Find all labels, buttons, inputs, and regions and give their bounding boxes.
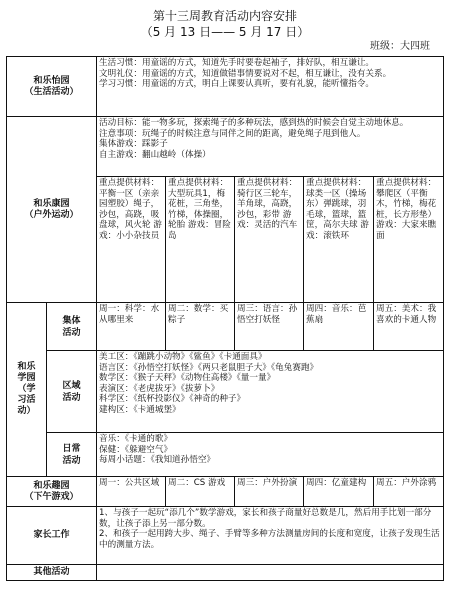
afternoon-day-3: 周三：户外扮演 [235, 477, 304, 507]
row-life [7, 57, 444, 117]
group-day-3: 周三：语言：孙悟空打妖怪 [235, 303, 304, 351]
row-area-activity [7, 351, 444, 433]
outdoor-label: 和乐康园 （户外运动） [7, 117, 97, 303]
other-content [97, 565, 444, 581]
other-label: 其他活动 [7, 565, 97, 581]
daily-activity-content [97, 433, 444, 477]
learning-label: 和乐 学园 （学 习活 动） [7, 303, 47, 477]
afternoon-label: 和乐趣园 （下午游戏） [7, 477, 97, 507]
group-day-1: 周一：科学：水从哪里来 [97, 303, 166, 351]
life-content [97, 57, 444, 117]
outdoor-line: 注意事项：玩绳子的时候注意与同伴之间的距离，避免绳子甩到他人。 [99, 128, 366, 139]
group-day-2: 周二：数学：买粽子 [166, 303, 235, 351]
outdoor-line: 活动目标：能一物多玩，探索绳子的多种玩法，感到热的时候会自觉主动地休息。 [99, 118, 409, 128]
daily-line: 每周小话题：《我知道孙悟空》 [99, 455, 216, 466]
row-family [7, 507, 444, 565]
afternoon-day-2: 周二：CS 游戏 [166, 477, 235, 507]
outdoor-line: 自主游戏：翻山越岭（体操） [99, 149, 211, 160]
afternoon-day-1: 周一：公共区域 [97, 477, 166, 507]
outdoor-day-2: 重点提供材料：大型玩具1，梅花桩，三角垫，竹梯，体操圈，轮胎 游戏：冒险岛 [166, 177, 235, 303]
daily-line: 保健：《躲避空气》 [99, 444, 173, 455]
family-line: 1、与孩子一起玩“添几个”数学游戏，家长和孩子商量好总数是几，然后用手比划一部分数，让孩子添上另一部分数。 [99, 508, 432, 529]
area-activity-label: 区域 活动 [47, 351, 97, 433]
area-activity-content [97, 351, 444, 433]
area-line: 数学区：《猴子天秤》《动物住高楼》《量一量》 [99, 373, 276, 384]
outdoor-day-5: 重点提供材料：攀爬区（平衡木，竹梯，梅花桩，长方形垫） 游戏：大家来瞧面 [374, 177, 444, 303]
area-line: 语言区：《孙悟空打妖怪》《两只老鼠胆子大》《龟兔赛跑》 [99, 362, 319, 373]
group-day-4: 周四：音乐：芭蕉扇 [304, 303, 374, 351]
area-line: 科学区：《纸杯投影仪》《神奇的种子》 [99, 394, 246, 405]
group-activity-label: 集体 活动 [47, 303, 97, 351]
outdoor-day-1: 重点提供材料：平衡一区（亲亲园塑胶）绳子，沙包，高跷，吸盘球，风火轮 游戏：小小杂技员 [97, 177, 166, 303]
group-day-5: 周五：美术：我喜欢的卡通人物 [374, 303, 444, 351]
schedule-page [0, 8, 450, 608]
outdoor-day-4: 重点提供材料：球类一区（操场东）弹跳球，羽毛球，篮球，篮筐，高尔夫球 游戏：滚铁环 [304, 177, 374, 303]
row-afternoon [7, 477, 444, 507]
row-other [7, 565, 444, 581]
page-title: 第十三周教育活动内容安排 [152, 9, 297, 23]
family-line: 2、和孩子一起用跨大步、绳子、手臂等多种方法测量房间的长度和宽度，让孩子发现生活中的测量方法。 [99, 529, 440, 550]
row-outdoor-top [7, 117, 444, 177]
family-label: 家长工作 [7, 507, 97, 565]
daily-line: 音乐：《卡通的歌》 [99, 434, 173, 444]
area-line: 美工区：《蹦跳小动物》《鲨鱼》《卡通面具》 [99, 352, 267, 362]
afternoon-day-5: 周五：户外涂鸦 [374, 477, 444, 507]
life-label: 和乐怡园 （生活活动） [7, 57, 97, 117]
row-group-activity [7, 303, 444, 351]
afternoon-day-4: 周四：亿童建构 [304, 477, 374, 507]
date-range: （5 月 13 日—— 5 月 17 日） [140, 25, 310, 39]
family-content [97, 507, 444, 565]
life-line: 文明礼仪：用童谣的方式，知道做错事情要说对不起，相互谦让，没有关系。 [99, 68, 392, 79]
area-line: 建构区：《卡通城堡》 [99, 404, 181, 415]
row-daily-activity [7, 433, 444, 477]
life-line: 生活习惯：用童谣的方式，知道先手时要卷起袖子，排好队，相互谦让。 [99, 58, 375, 68]
outdoor-day-3: 重点提供材料：骑行区三轮车，羊角球，高跷，沙包，彩带 游戏：灵活的汽车 [235, 177, 304, 303]
outdoor-content [97, 117, 444, 177]
life-line: 学习习惯：用童谣的方式，明白上课要认真听，要有礼貌，能听懂指令。 [99, 79, 375, 90]
area-line: 表演区：《老虎拔牙》《拔萝卜》 [99, 383, 220, 394]
outdoor-line: 集体游戏：踩影子 [99, 139, 168, 150]
class-label: 班级：大四班 [370, 41, 430, 52]
daily-activity-label: 日常 活动 [47, 433, 97, 477]
schedule-table [6, 56, 444, 581]
